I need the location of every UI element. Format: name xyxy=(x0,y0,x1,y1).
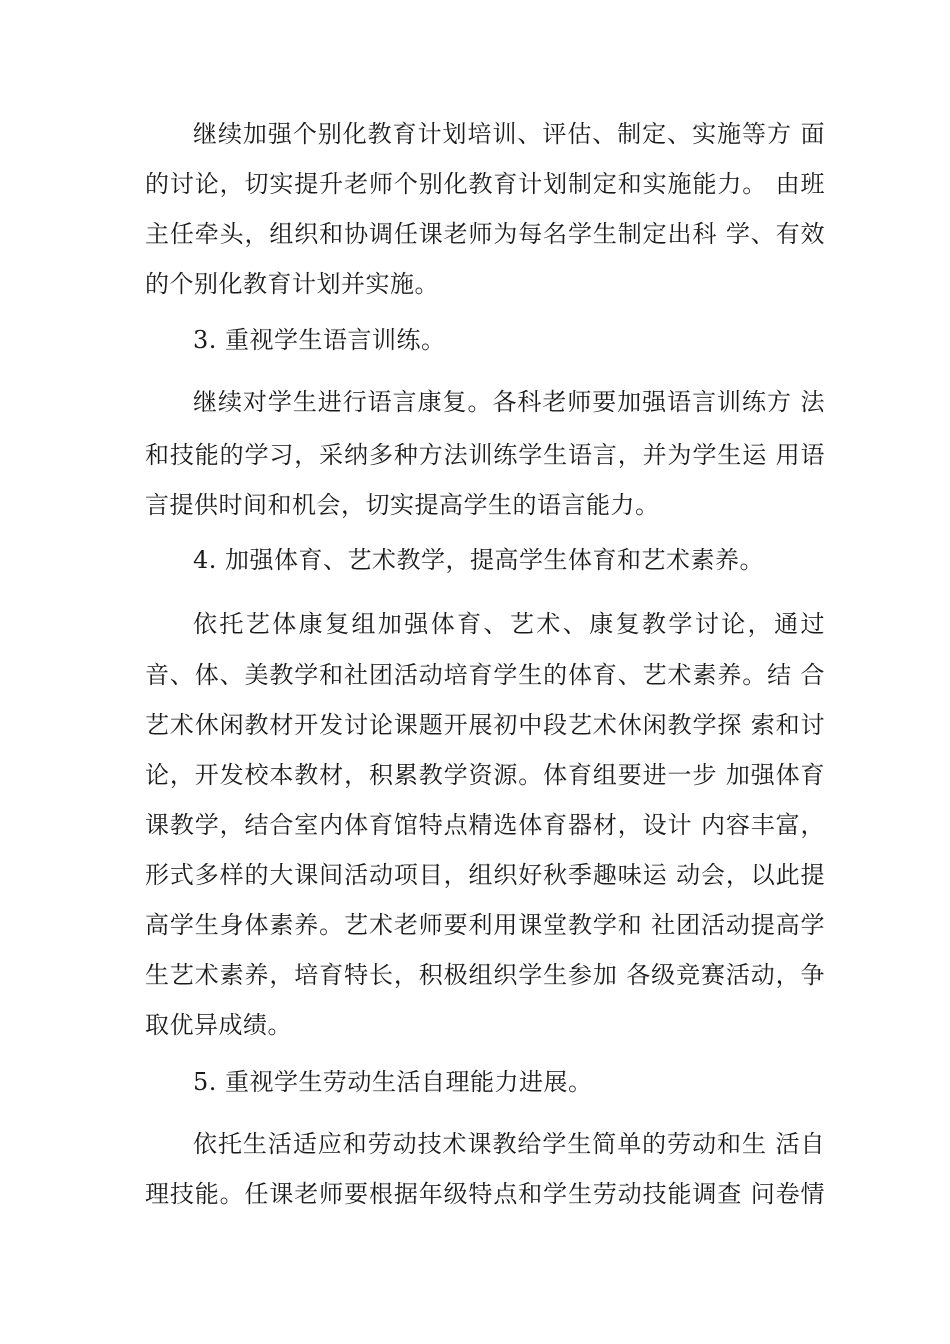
body-text-line: 依托生活适应和劳动技术课教给学生简单的劳动和生 活自 xyxy=(193,1130,825,1158)
body-text-line: 依托艺体康复组加强体育、艺术、康复教学讨论，通过 xyxy=(193,610,825,638)
body-text-line: 主任牵头，组织和协调任课老师为每名学生制定出科 学、有效 xyxy=(145,220,825,248)
body-text-line: 的讨论，切实提升老师个别化教育计划制定和实施能力。 由班 xyxy=(145,170,825,198)
body-text-line: 理技能。任课老师要根据年级特点和学生劳动技能调查 问卷情 xyxy=(145,1180,825,1208)
body-text-line: 生艺术素养，培育特长，积极组织学生参加 各级竞赛活动，争 xyxy=(145,961,825,989)
body-text-line: 形式多样的大课间活动项目，组织好秋季趣味运 动会，以此提 xyxy=(145,861,825,889)
body-text-line: 继续对学生进行语言康复。各科老师要加强语言训练方 法 xyxy=(193,388,825,416)
body-text-line: 和技能的学习，采纳多种方法训练学生语言，并为学生运 用语 xyxy=(145,441,825,469)
body-text-line: 取优异成绩。 xyxy=(145,1011,292,1039)
body-text-line: 课教学，结合室内体育馆特点精选体育器材，设计 内容丰富， xyxy=(145,811,825,839)
section-heading: 5. 重视学生劳动生活自理能力进展。 xyxy=(193,1068,593,1096)
body-text-line: 言提供时间和机会，切实提高学生的语言能力。 xyxy=(145,491,660,519)
body-text-line: 高学生身体素养。艺术老师要利用课堂教学和 社团活动提高学 xyxy=(145,911,825,939)
body-text-line: 的个别化教育计划并实施。 xyxy=(145,270,439,298)
section-heading: 3. 重视学生语言训练。 xyxy=(193,326,446,354)
body-text-line: 继续加强个别化教育计划培训、评估、制定、实施等方 面 xyxy=(193,120,825,148)
body-text-line: 音、体、美教学和社团活动培育学生的体育、艺术素养。结 合 xyxy=(145,661,825,689)
body-text-line: 论，开发校本教材，积累教学资源。体育组要进一步 加强体育 xyxy=(145,761,825,789)
section-heading: 4. 加强体育、艺术教学，提高学生体育和艺术素养。 xyxy=(193,546,765,574)
body-text-line: 艺术休闲教材开发讨论课题开展初中段艺术休闲教学探 索和讨 xyxy=(145,711,825,739)
